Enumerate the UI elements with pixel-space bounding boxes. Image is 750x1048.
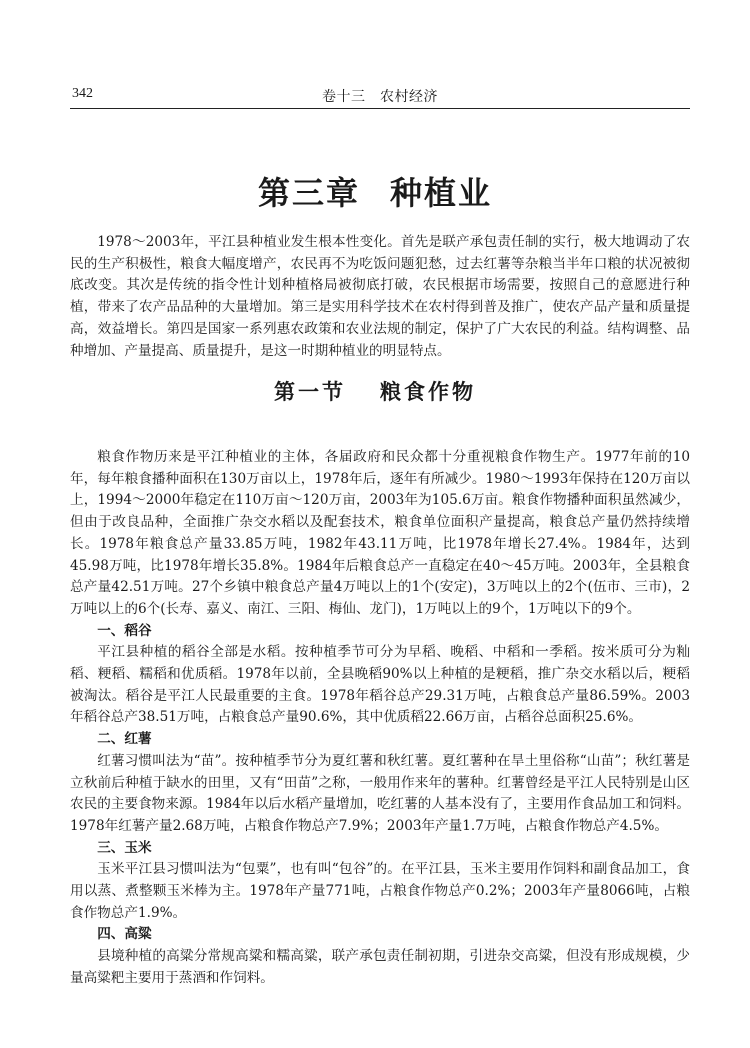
subsection-heading-corn: 三、玉米 [97,839,152,856]
section-label: 第一节 [274,380,346,404]
chapter-label: 第三章 [257,174,360,212]
section-body [70,447,690,990]
chapter-title [0,168,750,214]
header-rule [70,108,690,109]
chapter-intro: 1978～2003年，平江县种植业发生根本性变化。首先是联产承包责任制的实行，极大地调动了农民的生产积极性，粮食大幅度增产，农民再不为吃饭问题犯愁，过去红薯等杂粮当半年口粮的状况被彻底改变。其次是传统的指令性计划种植格局被彻底打破，农民根据市场需要，按照自己的意愿进行种植，带来了农产品品种的大量增加。第三是实用科学技术在农村得到普及推广，使农产品产量和质量提高，效益增长。第四是国家一系列惠农政策和农业法规的制定，保护了广大农民的利益。结构调整、品种增加、产量提高、质量提升，是这一时期种植业的明显特点。 [70,234,690,359]
running-title: 卷十三 农村经济 [322,89,438,105]
subsection-heading-sorghum: 四、高粱 [97,926,152,943]
section-name: 粮食作物 [380,380,476,404]
page-number: 342 [72,86,93,101]
chapter-intro-block [70,232,690,362]
subsection-text-sorghum: 县境种植的高粱分常规高粱和糯高粱，联产承包责任制初期，引进杂交高粱，但没有形成规模，少量高粱粑主要用于蒸酒和作饲料。 [70,948,690,986]
subsection-heading-sweet-potato: 二、红薯 [97,731,152,748]
chapter-name: 种植业 [390,174,493,212]
section-intro: 粮食作物历来是平江种植业的主体，各届政府和民众都十分重视粮食作物生产。1977年前的10年，每年粮食播种面积在130万亩以上，1978年后，逐年有所减少。1980～1993年保持在120万亩以上，1994～2000年稳定在110万亩～120万亩，2003年为105.6万亩。粮食作物播种面积虽然减少，但由于改良品种，全面推广杂交水稻以及配套技术，粮食单位面积产量提高，粮食总产量仍然持续增长。1978年粮食总产量33.85万吨，1982年43.11万吨，比1978年增长27.4%。1984年，达到45.98万吨，比1978年增长35.8%。1984年后粮食总产一直稳定在40～45万吨。2003年，全县粮食总产量42.51万吨。27个乡镇中粮食总产量4万吨以上的1个(安定)，3万吨以上的2个(伍市、三市)，2万吨以上的6个(长寿、嘉义、南江、三阳、梅仙、龙门)，1万吨以上的9个，1万吨以下的9个。 [70,449,690,617]
subsection-heading-rice: 一、稻谷 [97,622,152,639]
subsection-text-sweet-potato: 红薯习惯叫法为“苗”。按种植季节分为夏红薯和秋红薯。夏红薯种在旱土里俗称“山苗”；秋红薯是立秋前后种植于缺水的田里，又有“田苗”之称，一般用作来年的薯种。红薯曾经是平江人民特别是山区农民的主要食物来源。1984年以后水稻产量增加，吃红薯的人基本没有了，主要用作食品加工和饲料。1978年红薯产量2.68万吨，占粮食作物总产7.9%；2003年产量1.7万吨，占粮食作物总产4.5%。 [70,752,690,834]
running-head [70,86,690,106]
subsection-text-corn: 玉米平江县习惯叫法为“包粟”，也有叫“包谷”的。在平江县，玉米主要用作饲料和副食品加工，食用以蒸、煮整颗玉米棒为主。1978年产量771吨，占粮食作物总产0.2%；2003年产量8066吨，占粮食作物总产1.9%。 [70,861,690,921]
subsection-text-rice: 平江县种植的稻谷全部是水稻。按种植季节可分为早稻、晚稻、中稻和一季稻。按米质可分为籼稻、粳稻、糯稻和优质稻。1978年以前，全县晚稻90%以上种植的是粳稻，推广杂交水稻以后，粳稻被淘汰。稻谷是平江人民最重要的主食。1978年稻谷总产29.31万吨，占粮食总产量86.59%。2003年稻谷总产38.51万吨，占粮食总产量90.6%，其中优质稻22.66万亩，占稻谷总面积25.6%。 [70,644,690,726]
section-title [0,376,750,406]
